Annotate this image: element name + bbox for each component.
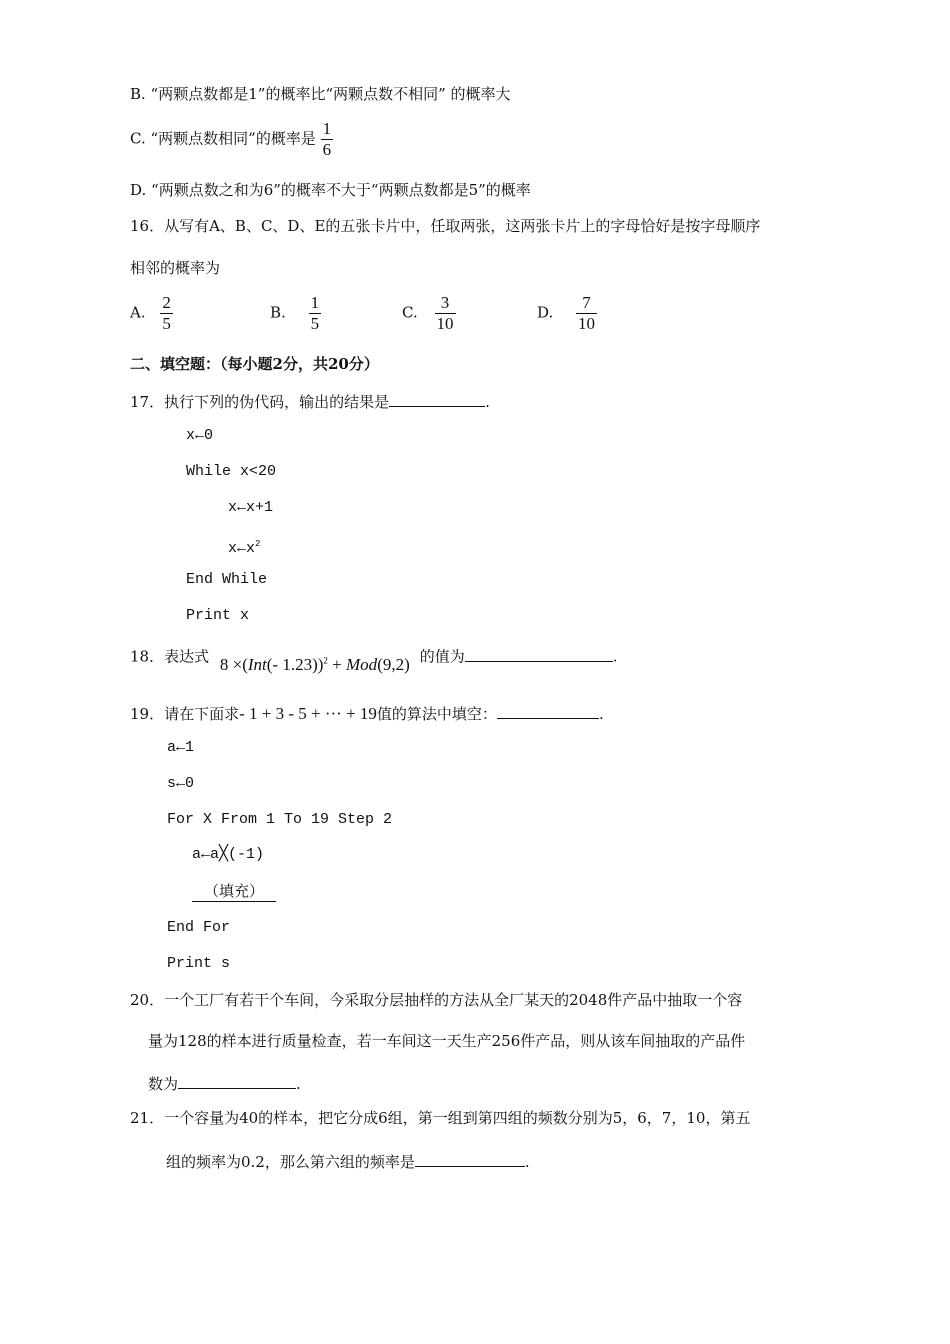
q16-option-d bbox=[537, 294, 597, 333]
fraction-denominator: 10 bbox=[578, 314, 596, 333]
q15-option-d: D. “两颗点数之和为6”的概率不大于“两颗点数都是5”的概率 bbox=[130, 181, 531, 199]
superscript: 2 bbox=[255, 539, 261, 549]
q16-line2: 相邻的概率为 bbox=[130, 259, 221, 277]
option-fraction bbox=[309, 294, 322, 333]
q15-option-c-fraction bbox=[321, 120, 334, 159]
q20-text: 数为 bbox=[148, 1075, 179, 1093]
code-line: a←a╳(-1) bbox=[192, 846, 265, 863]
q20-answer-blank[interactable] bbox=[178, 1072, 296, 1089]
fraction-denominator: 10 bbox=[436, 314, 454, 333]
q20-line1: 20．一个工厂有若干个车间，今采取分层抽样的方法从全厂某天的2048件产品中抽取一个容 bbox=[130, 991, 743, 1009]
option-label: D. bbox=[537, 303, 554, 322]
q19-expression: - 1 + 3 - 5 + ··· + 19 bbox=[239, 704, 377, 723]
code-line: Print x bbox=[186, 607, 250, 624]
q21-line2 bbox=[166, 1150, 530, 1172]
option-fraction bbox=[160, 294, 173, 333]
q17-question bbox=[130, 390, 490, 412]
q17-period: . bbox=[485, 393, 490, 411]
q21-answer-blank[interactable] bbox=[415, 1150, 525, 1167]
expr-part: (- 1.23)) bbox=[266, 654, 324, 674]
q20-line3 bbox=[148, 1072, 301, 1094]
q16-line1: 16．从写有A、B、C、D、E的五张卡片中，任取两张，这两张卡片上的字母恰好是按字母顺序 bbox=[130, 217, 761, 235]
q16-option-a bbox=[130, 294, 173, 333]
q21-line1: 21．一个容量为40的样本，把它分成6组，第一组到第四组的频数分别为5，6，7，10，第五 bbox=[130, 1109, 751, 1127]
code-line: For X From 1 To 19 Step 2 bbox=[167, 811, 393, 828]
fraction-denominator: 5 bbox=[310, 314, 320, 333]
fraction-denominator: 5 bbox=[162, 314, 171, 333]
code-line: End While bbox=[186, 571, 268, 588]
q19-question bbox=[130, 702, 604, 724]
q15-option-c bbox=[130, 120, 333, 164]
fraction-numerator: 1 bbox=[322, 119, 332, 138]
fraction-numerator: 3 bbox=[435, 294, 456, 314]
q21-text: 组的频率为0.2，那么第六组的频率是 bbox=[166, 1153, 415, 1171]
q18-suffix: 的值为 bbox=[419, 647, 465, 666]
q20-line2: 量为128的样本进行质量检查，若一车间这一天生产256件产品，则从该车间抽取的产品件 bbox=[148, 1032, 746, 1050]
expr-part: 8 ×( bbox=[219, 654, 248, 674]
fraction-numerator: 7 bbox=[576, 294, 597, 314]
option-fraction bbox=[435, 294, 456, 333]
q15-option-c-text: C. “两颗点数相同”的概率是 bbox=[130, 129, 316, 148]
option-fraction bbox=[576, 294, 597, 333]
option-label: B. bbox=[270, 303, 286, 322]
q19-period: . bbox=[598, 705, 604, 723]
q18-period: . bbox=[612, 647, 618, 666]
code-text: x←x bbox=[228, 540, 256, 557]
expr-part: + bbox=[327, 654, 347, 674]
option-label: A. bbox=[130, 303, 146, 322]
q20-period: . bbox=[296, 1075, 301, 1093]
fraction-numerator: 2 bbox=[162, 293, 171, 312]
q16-option-b bbox=[270, 294, 321, 333]
expr-func: Mod bbox=[346, 654, 378, 674]
code-line: x←0 bbox=[186, 427, 214, 444]
code-line: x←x+1 bbox=[228, 499, 274, 516]
expr-func: Int bbox=[247, 654, 267, 674]
q19-prefix: 19．请在下面求 bbox=[130, 705, 240, 723]
fraction-denominator: 6 bbox=[322, 140, 332, 159]
q16-option-c bbox=[402, 294, 456, 333]
q17-answer-blank[interactable] bbox=[389, 390, 485, 407]
q18-prefix: 18．表达式 bbox=[130, 647, 210, 666]
q19-answer-blank[interactable] bbox=[497, 702, 599, 719]
fraction-numerator: 1 bbox=[310, 293, 320, 312]
code-line: a←1 bbox=[167, 739, 195, 756]
q21-period: . bbox=[524, 1153, 530, 1171]
code-line: End For bbox=[167, 919, 231, 936]
code-line: While x<20 bbox=[186, 463, 277, 480]
q18-answer-blank[interactable] bbox=[465, 645, 613, 662]
option-label: C. bbox=[402, 303, 418, 322]
code-line: Print s bbox=[167, 955, 231, 972]
code-line-square bbox=[228, 534, 260, 559]
superscript: 2 bbox=[323, 655, 328, 665]
q17-text: 17．执行下列的伪代码，输出的结果是 bbox=[130, 393, 390, 411]
fill-in-placeholder[interactable]: （填充） bbox=[192, 881, 276, 902]
q18-question bbox=[130, 642, 618, 674]
q18-expression bbox=[220, 655, 410, 674]
section-title: 二、填空题：（每小题2分，共20分） bbox=[130, 355, 379, 373]
q15-option-b: B. “两颗点数都是1”的概率比“两颗点数不相同” 的概率大 bbox=[130, 85, 511, 103]
q19-suffix: 值的算法中填空： bbox=[376, 705, 497, 723]
code-line: s←0 bbox=[167, 775, 195, 792]
expr-part: (9,2) bbox=[377, 654, 410, 674]
